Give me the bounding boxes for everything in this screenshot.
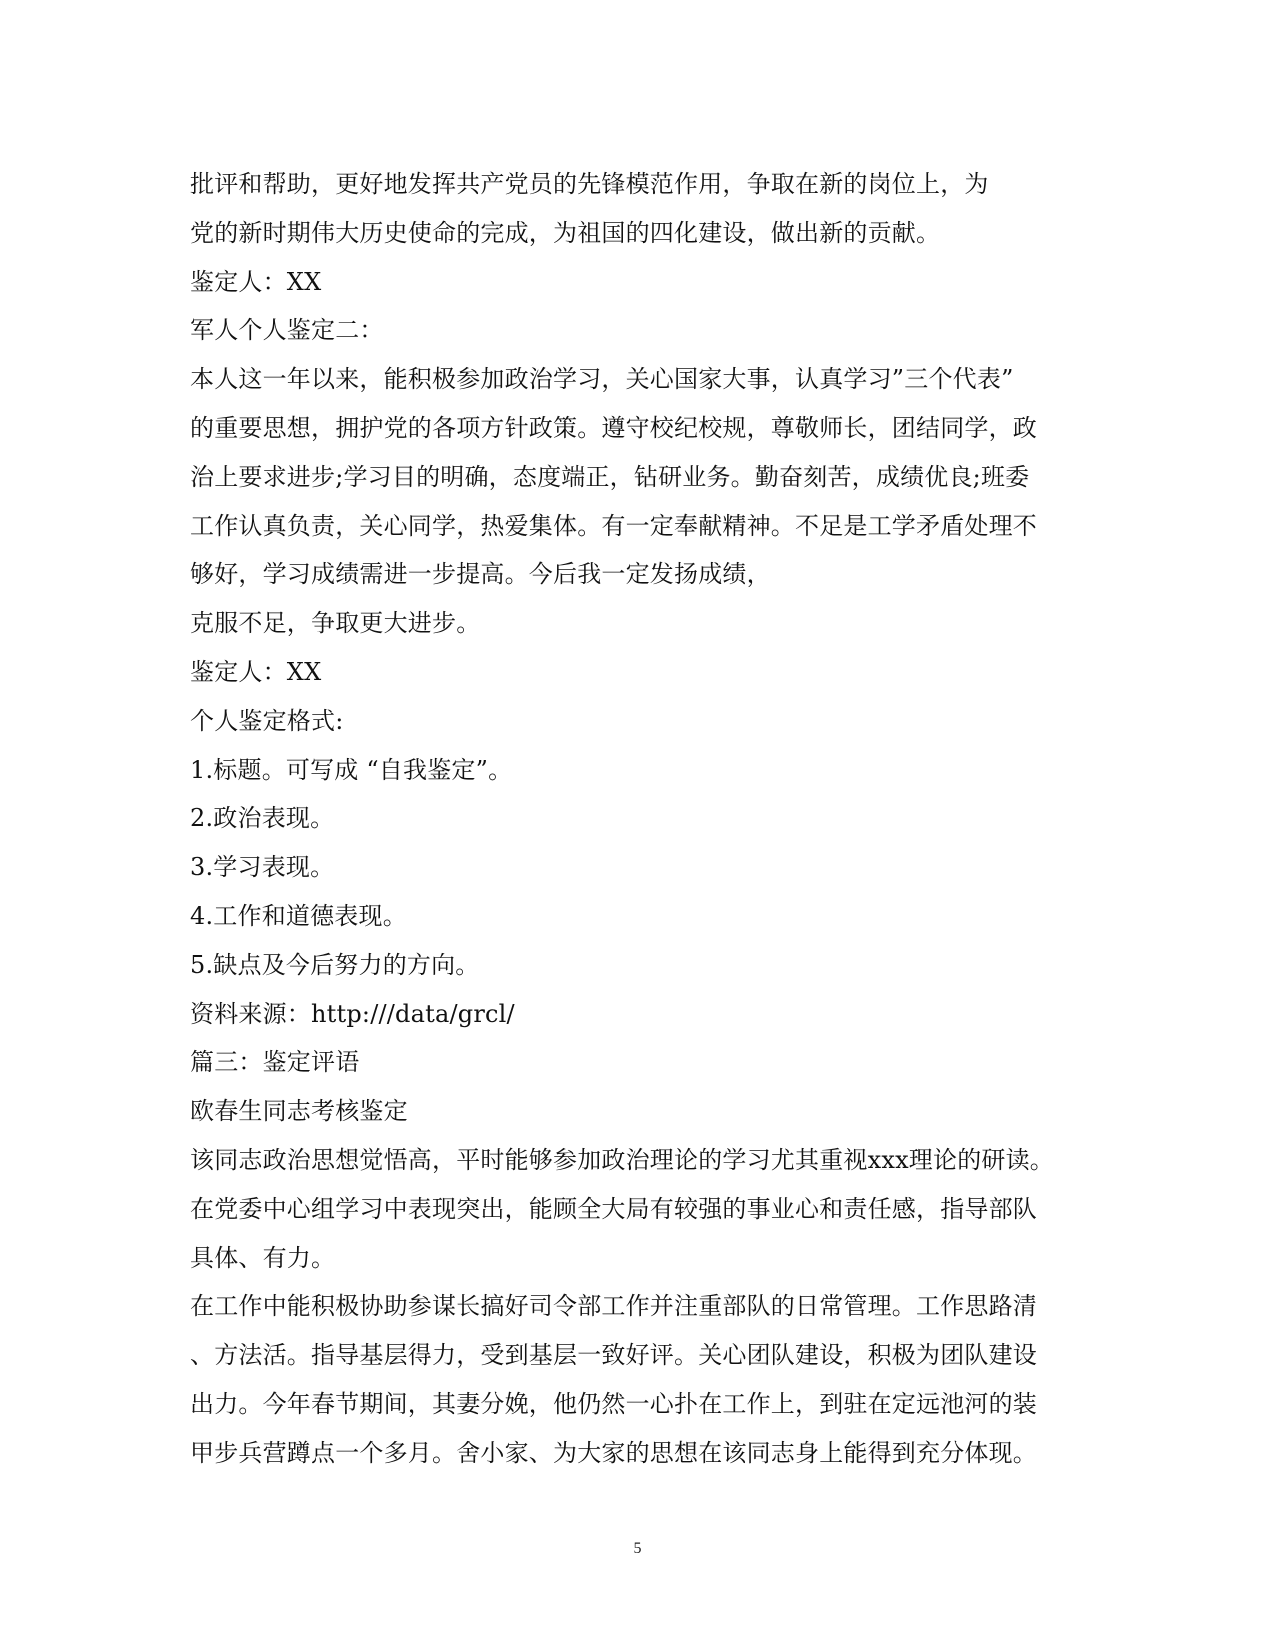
text-line: 出力。今年春节期间，其妻分娩，他仍然一心扑在工作上，到驻在定远池河的装 xyxy=(190,1389,1037,1418)
signature-line: 鉴定人：XX xyxy=(190,657,322,686)
text-line: 够好，学习成绩需进一步提高。今后我一定发扬成绩， xyxy=(190,560,771,589)
section-heading: 军人个人鉴定二： xyxy=(190,316,384,345)
text-line: 批评和帮助，更好地发挥共产党员的先锋模范作用，争取在新的岗位上，为 xyxy=(190,170,989,198)
page-number: 5 xyxy=(633,1540,642,1557)
text-line: 甲步兵营蹲点一个多月。舍小家、为大家的思想在该同志身上能得到充分体现。 xyxy=(190,1438,1037,1467)
text-line: 在党委中心组学习中表现突出，能顾全大局有较强的事业心和责任感，指导部队 xyxy=(190,1194,1037,1223)
source-line: 资料来源：http:///data/grcl/ xyxy=(190,999,515,1028)
text-line: 克服不足，争取更大进步。 xyxy=(190,609,481,638)
text-line: 工作认真负责，关心同学，热爱集体。有一定奉献精神。不足是工学矛盾处理不 xyxy=(190,511,1037,540)
text-line: 、方法活。指导基层得力，受到基层一致好评。关心团队建设，积极为团队建设 xyxy=(190,1341,1037,1370)
text-line: 党的新时期伟大历史使命的完成，为祖国的四化建设，做出新的贡献。 xyxy=(190,218,941,247)
list-item: 2.政治表现。 xyxy=(190,804,335,833)
text-line: 的重要思想，拥护党的各项方针政策。遵守校纪校规，尊敬师长，团结同学，政 xyxy=(190,413,1037,442)
text-line: 该同志政治思想觉悟高，平时能够参加政治理论的学习尤其重视xxx理论的研读。 xyxy=(190,1145,1055,1174)
list-item: 5.缺点及今后努力的方向。 xyxy=(190,950,480,979)
signature-line: 鉴定人：XX xyxy=(190,267,322,296)
list-item: 3.学习表现。 xyxy=(190,853,335,882)
subsection-title: 欧春生同志考核鉴定 xyxy=(190,1097,408,1126)
section-heading: 个人鉴定格式: xyxy=(190,706,344,735)
document-body xyxy=(190,160,1070,1478)
list-item: 4.工作和道德表现。 xyxy=(190,901,407,930)
text-line: 在工作中能积极协助参谋长搞好司令部工作并注重部队的日常管理。工作思路清 xyxy=(190,1292,1037,1321)
text-line: 本人这一年以来，能积极参加政治学习，关心国家大事，认真学习”三个代表” xyxy=(190,365,1014,394)
text-line: 具体、有力。 xyxy=(190,1243,336,1272)
text-line: 治上要求进步;学习目的明确，态度端正，钻研业务。勤奋刻苦，成绩优良;班委 xyxy=(190,462,1030,491)
section-heading: 篇三：鉴定评语 xyxy=(190,1048,360,1077)
list-item: 1.标题。可写成 “自我鉴定”。 xyxy=(190,755,513,784)
